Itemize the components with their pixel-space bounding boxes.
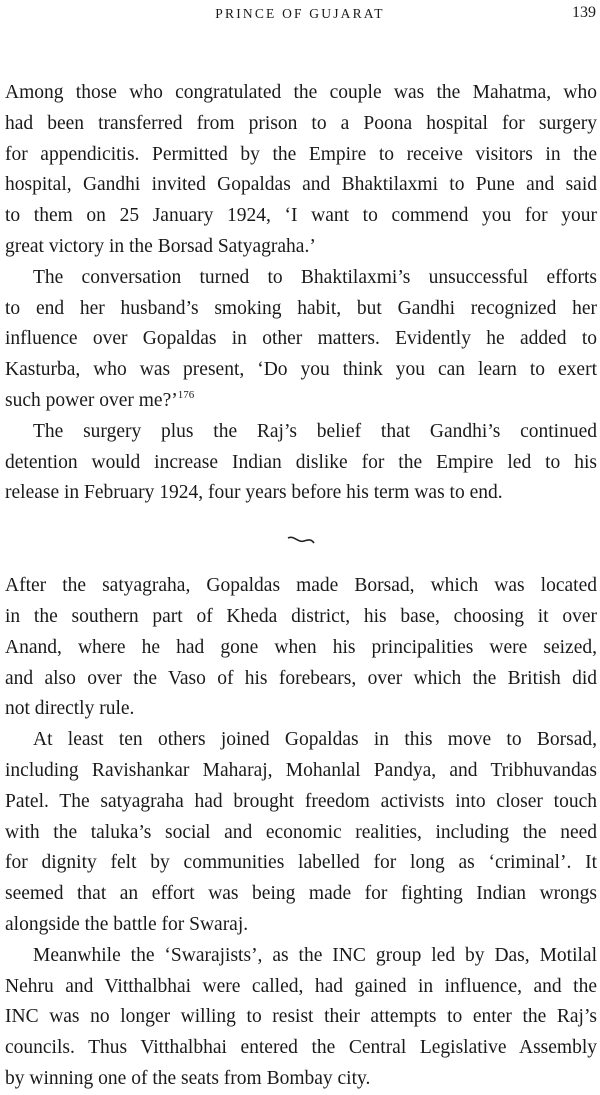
line-text: influence over Gopaldas in other matters. Evidently he added to [5,328,597,350]
line-text: not directly rule. [5,698,135,720]
text-line [5,633,597,664]
paragraph [5,725,597,941]
line-text: in the southern part of Kheda district, his base, choosing it over [5,605,597,627]
text-line [5,1064,597,1095]
text-line [5,201,597,232]
text-line [5,109,597,140]
line-text: for dignity felt by communities labelled for long as ‘criminal’. It [5,852,597,874]
page-header [0,4,600,26]
text-line [5,756,597,787]
page-body [5,78,597,1095]
text-line [5,941,597,972]
line-text: Among those who congratulated the couple was the Mahatma, who [5,82,597,103]
line-text: hospital, Gandhi invited Gopaldas and Bhaktilaxmi to Pune and said [5,174,597,196]
line-text: Nehru and Vitthalbhai were called, had gained in influence, and the [5,975,597,997]
section-2 [5,571,597,1095]
line-text: At least ten others joined Gopaldas in this move to Borsad, [33,729,597,751]
line-text: alongside the battle for Swaraj. [5,913,249,935]
text-line [5,1002,597,1033]
text-line [5,848,597,879]
line-text: Meanwhile the ‘Swarajists’, as the INC group led by Das, Motilal [33,944,597,966]
text-line [5,263,597,294]
text-line [5,602,597,633]
line-text: INC was no longer willing to resist their attempts to enter the Raj’s [5,1006,597,1028]
text-line [5,355,597,386]
text-line [5,294,597,325]
line-text: release in February 1924, four years before his term was to end. [5,482,503,504]
footnote-marker[interactable]: 176 [177,388,195,401]
text-line [5,1033,597,1064]
line-text: for appendicitis. Permitted by the Empire to receive visitors in the [5,143,597,165]
text-line [5,664,597,695]
line-text: including Ravishankar Maharaj, Mohanlal Pandya, and Tribhuvandas [5,759,597,781]
text-line [5,417,597,448]
line-text: councils. Thus Vitthalbhai entered the Central Legislative Assembly [5,1037,597,1059]
line-text: After the satyagraha, Gopaldas made Borsad, which was located [5,575,597,597]
line-text: with the taluka’s social and economic realities, including the need [5,821,597,843]
line-text: to end her husband’s smoking habit, but Gandhi recognized her [5,297,597,319]
paragraph [5,78,597,263]
text-line [5,694,597,725]
text-line [5,448,597,479]
line-text: had been transferred from prison to a Poona hospital for surgery [5,112,597,134]
text-line [5,725,597,756]
text-line [5,78,597,109]
line-text: detention would increase Indian dislike for the Empire led to his [5,451,597,473]
text-line [5,232,597,263]
text-line [5,972,597,1003]
line-text: Patel. The satyagraha had brought freedom activists into closer touch [5,790,597,812]
section-break-ornament-icon [5,509,597,571]
line-text: The conversation turned to Bhaktilaxmi’s unsuccessful efforts [33,266,597,288]
line-text: by winning one of the seats from Bombay city. [5,1067,371,1089]
paragraph [5,417,597,509]
line-text: and also over the Vaso of his forebears, over which the British did [5,667,597,689]
text-line [5,818,597,849]
line-text: Anand, where he had gone when his principalities were seized, [5,636,597,658]
text-line [5,910,597,941]
text-line [5,787,597,818]
text-line [5,324,597,355]
text-line [5,170,597,201]
line-text: such power over me?’ [5,389,178,411]
page-number: 139 [572,4,596,21]
line-text: to them on 25 January 1924, ‘I want to commend you for your [5,205,597,227]
paragraph [5,263,597,417]
line-text: great victory in the Borsad Satyagraha.’ [5,235,316,257]
running-title: PRINCE OF GUJARAT [215,6,385,21]
paragraph [5,571,597,725]
text-line [5,879,597,910]
text-line [5,140,597,171]
line-text: seemed that an effort was being made for fighting Indian wrongs [5,883,597,905]
text-line [5,571,597,602]
paragraph [5,941,597,1095]
text-line [5,478,597,509]
text-line [5,386,597,417]
line-text: The surgery plus the Raj’s belief that Gandhi’s continued [33,420,597,442]
line-text: Kasturba, who was present, ‘Do you think you can learn to exert [5,359,597,381]
section-1 [5,78,597,509]
